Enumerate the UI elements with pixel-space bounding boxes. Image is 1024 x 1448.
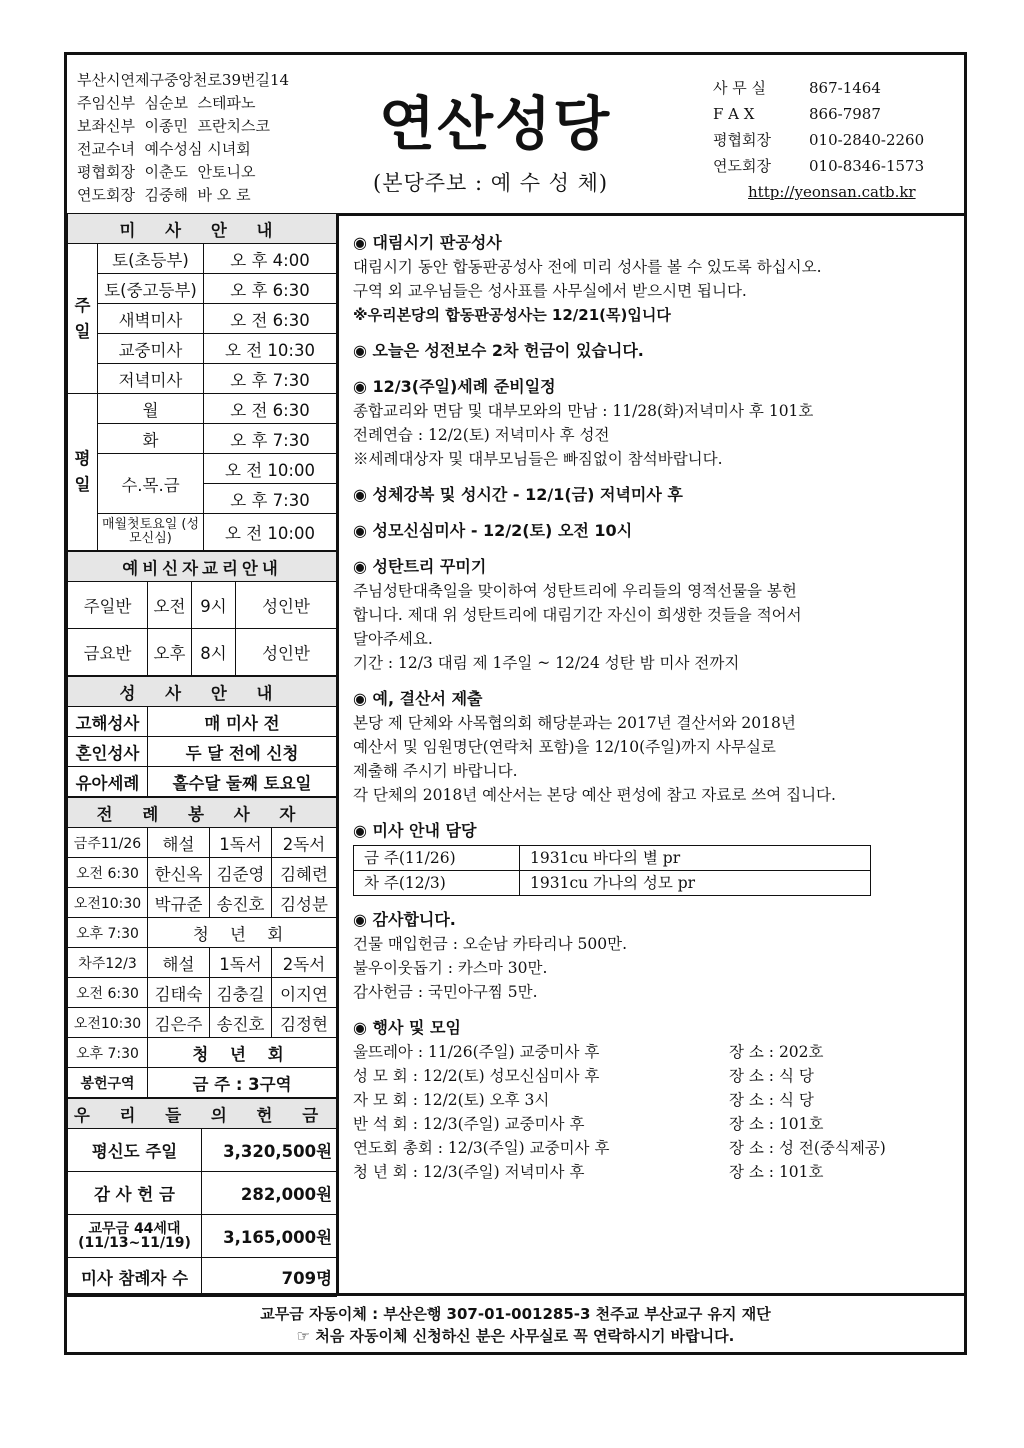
liturgy-next-week-evening-0: 오후 7:30 (68, 1038, 148, 1068)
offerings-rows-0-value: 3,320,500원 (202, 1129, 337, 1172)
notices-events-rows-3-1: 장 소 : 101호 (729, 1115, 824, 1133)
notices-events-rows-1-0: 성 모 회 : 12/2(토) 성모신심미사 후 (353, 1067, 600, 1085)
notice-marian (353, 519, 963, 543)
liturgy-this-week-rows-1-0: 오전10:30 (68, 888, 148, 918)
header-contacts-3-label: 연도회장 (713, 157, 771, 175)
header-contacts-0-value: 867-1464 (809, 79, 881, 97)
notice-thanks (353, 908, 963, 1004)
notices-tree-lines-1: 합니다. 제대 위 성탄트리에 대림기간 자신이 희생한 것들을 적어서 (353, 606, 802, 624)
staff-row (77, 184, 289, 207)
staff-row (77, 138, 289, 161)
notices-events-rows-2-1: 장 소 : 식 당 (729, 1091, 814, 1109)
left-column (67, 213, 339, 1293)
contact-yeondo (713, 153, 924, 179)
header-staff-3-extra: 안토니오 (197, 163, 256, 181)
header-staff-0-role: 주임신부 (77, 94, 135, 112)
sacraments-rows-1-name: 혼인성사 (68, 737, 148, 767)
event-row (353, 1088, 963, 1112)
liturgy-next-week-evening-1: 청 년 회 (148, 1038, 337, 1068)
catechumen-rows-1-hour: 8시 (192, 629, 236, 676)
mass-guide-weekday-2-time2: 오 후 7:30 (204, 484, 337, 514)
header-staff-3-role: 평협회장 (77, 163, 135, 181)
header-staff-1-extra: 프란치스코 (197, 117, 270, 135)
notices-advent-penance-lines-0: 대림시기 동안 합동판공성사 전에 미리 성사를 볼 수 있도록 하십시오. (353, 258, 822, 276)
header-staff-4-extra: 바 오 로 (197, 186, 251, 204)
notices-thanks-lines-1: 불우이웃돕기 : 카스마 30만. (353, 959, 548, 977)
notices-thanks-lines-2: 감사헌금 : 국민아구찜 5만. (353, 983, 538, 1001)
notice-mass-duty (353, 819, 963, 896)
notices-baptism-lines-2: ※세례대상자 및 대부모님들은 빠짐없이 참석바랍니다. (353, 450, 723, 468)
notices-events-rows-5-0: 청 년 회 : 12/3(주일) 저녁미사 후 (353, 1163, 585, 1181)
staff-row (77, 115, 289, 138)
mass-guide-sunday-1-time: 오 후 6:30 (204, 274, 337, 304)
section-title: 예비신자교리안내 (68, 552, 337, 582)
mass-guide-weekday-0-name: 월 (98, 394, 204, 424)
liturgy-this-week-evening-0: 오후 7:30 (68, 918, 148, 948)
offerings-rows-1-value: 282,000원 (202, 1172, 337, 1215)
mass-guide-table (67, 213, 337, 551)
notices-baptism-lines-0: 종합교리와 면담 및 대부모와의 만남 : 11/28(화)저녁미사 후 101호 (353, 402, 814, 420)
notices-advent-penance-lines-1: 구역 외 교우님들은 성사표를 사무실에서 받으시면 됩니다. (353, 282, 747, 300)
notices-mass-duty-rows-0-1: 1931cu 바다의 별 pr (520, 846, 871, 871)
header-staff-2-role: 전교수녀 (77, 140, 135, 158)
notices (353, 231, 963, 1196)
notices-budget-lines-0: 본당 제 단체와 사목협의회 해당분과는 2017년 결산서와 2018년 (353, 714, 796, 732)
liturgy-this-week-head-3: 2독서 (272, 828, 337, 858)
catechumen-rows-0-hour: 9시 (192, 582, 236, 629)
liturgy-this-week-rows-0-3: 김혜련 (272, 858, 337, 888)
notices-tree-lines-3: 기간 : 12/3 대림 제 1주일 ~ 12/24 성탄 밤 미사 전까지 (353, 654, 740, 672)
notices-budget-title: ◉ 예, 결산서 제출 (353, 689, 483, 708)
section-title: 미 사 안 내 (68, 214, 337, 244)
liturgy-this-week-rows-1-1: 박규준 (148, 888, 210, 918)
liturgy-this-week-head-2: 1독서 (210, 828, 272, 858)
mass-guide-sunday-4-time: 오 후 7:30 (204, 364, 337, 394)
liturgy-next-week-rows-1-2: 송진호 (210, 1008, 272, 1038)
liturgy-next-week-head-2: 1독서 (210, 948, 272, 978)
liturgy-next-week-rows-1-3: 김정현 (272, 1008, 337, 1038)
notices-budget-lines-1: 예산서 및 임원명단(연락처 포함)을 12/10(주일)까지 사무실로 (353, 738, 776, 756)
event-row (353, 1064, 963, 1088)
notice-collection (353, 339, 963, 363)
offerings-rows-3-value: 709명 (202, 1258, 337, 1297)
catechumen-rows-1-ampm: 오후 (148, 629, 192, 676)
catechumen-table (67, 551, 337, 676)
header-staff-4-role: 연도회장 (77, 186, 135, 204)
mass-guide-sunday-0-time: 오 후 4:00 (204, 244, 337, 274)
mass-guide-sunday-2-name: 새벽미사 (98, 304, 204, 334)
notice-budget (353, 687, 963, 807)
contact-fax (713, 101, 924, 127)
offerings-rows-0-label: 평신도 주일 (68, 1129, 202, 1172)
mass-guide-sunday-label: 주일 (74, 295, 91, 341)
mass-guide-weekday-1-time: 오 후 7:30 (204, 424, 337, 454)
notices-mass-duty-rows-1-0: 차 주(12/3) (354, 871, 520, 896)
section-title: 성 사 안 내 (68, 677, 337, 707)
mass-guide-sunday-1-name: 토(중고등부) (98, 274, 204, 304)
catechumen-rows-0-day: 주일반 (68, 582, 148, 629)
event-row (353, 1112, 963, 1136)
sacraments-rows-0-value: 매 미사 전 (148, 707, 337, 737)
liturgy-next-week-rows-0-1: 김태숙 (148, 978, 210, 1008)
notice-advent-penance (353, 231, 963, 327)
notices-mass-duty-rows-1-1: 1931cu 가나의 성모 pr (520, 871, 871, 896)
header-staff-1-role: 보좌신부 (77, 117, 135, 135)
notices-events-rows-1-1: 장 소 : 식 당 (729, 1067, 814, 1085)
mass-guide-sunday-4-name: 저녁미사 (98, 364, 204, 394)
notices-events-rows-2-0: 자 모 회 : 12/2(토) 오후 3시 (353, 1091, 550, 1109)
staff-row (77, 92, 289, 115)
notices-marian-title: ◉ 성모신심미사 - 12/2(토) 오전 10시 (353, 521, 633, 540)
notice-events (353, 1016, 963, 1184)
liturgy-this-week-head-1: 해설 (148, 828, 210, 858)
sunday-label (68, 244, 98, 394)
contacts (713, 75, 924, 205)
mass-guide-weekday-0-time: 오 전 6:30 (204, 394, 337, 424)
sacraments-rows-2-name: 유아세례 (68, 767, 148, 797)
notice-baptism (353, 375, 963, 471)
header-staff-1-name: 이종민 (144, 117, 188, 135)
liturgy-next-week-rows-0-2: 김충길 (210, 978, 272, 1008)
notices-baptism-lines-1: 전례연습 : 12/2(토) 저녁미사 후 성전 (353, 426, 610, 444)
mass-guide-weekday-2-name: 수.목.금 (98, 454, 204, 514)
page-title: 연산성당 (379, 90, 612, 158)
notices-events-rows-4-1: 장 소 : 성 전(중식제공) (729, 1139, 886, 1157)
header-contacts-3-value: 010-8346-1573 (809, 157, 925, 175)
notices-advent-penance-title: ◉ 대림시기 판공성사 (353, 233, 502, 252)
notice-adoration (353, 483, 963, 507)
staff-list (77, 69, 289, 207)
liturgy-next-week-head-1: 해설 (148, 948, 210, 978)
mass-guide-weekday-3-name: 매월첫토요일 (성모신심) (98, 514, 204, 551)
header-contacts-2-label: 평협회장 (713, 131, 771, 149)
mass-guide-sunday-0-name: 토(초등부) (98, 244, 204, 274)
header-staff-0-extra: 스테파노 (197, 94, 256, 112)
notices-adoration-title: ◉ 성체강복 및 성시간 - 12/1(금) 저녁미사 후 (353, 485, 683, 504)
offerings-rows-2-value: 3,165,000원 (202, 1215, 337, 1258)
sacraments-rows-1-value: 두 달 전에 신청 (148, 737, 337, 767)
event-row (353, 1136, 963, 1160)
section-title: 우 리 들 의 헌 금 (68, 1099, 337, 1129)
mass-guide-weekday-1-name: 화 (98, 424, 204, 454)
notices-events-rows-0-0: 울뜨레아 : 11/26(주일) 교중미사 후 (353, 1043, 600, 1061)
header (67, 55, 964, 216)
notices-thanks-lines-0: 건물 매입헌금 : 오순남 카타리나 500만. (353, 935, 627, 953)
header-contacts-2-value: 010-2840-2260 (809, 131, 925, 149)
footer-line-2: ☞ 처음 자동이체 신청하신 분은 사무실로 꼭 연락하시기 바랍니다. (296, 1327, 735, 1345)
notices-advent-penance-note: ※우리본당의 합동판공성사는 12/21(목)입니다 (353, 306, 671, 324)
offerings-rows-3-label: 미사 참례자 수 (68, 1258, 202, 1297)
header-contacts-0-label: 사 무 실 (713, 79, 767, 97)
notices-budget-lines-2: 제출해 주시기 바랍니다. (353, 762, 518, 780)
liturgy-next-week-head-0: 차주12/3 (68, 948, 148, 978)
liturgy-offering-area-0: 봉헌구역 (68, 1068, 148, 1098)
notices-tree-lines-0: 주님성탄대축일을 맞이하여 성탄트리에 우리들의 영적선물을 봉헌 (353, 582, 797, 600)
liturgy-next-week-rows-0-0: 오전 6:30 (68, 978, 148, 1008)
offerings-rows-2-label: 교무금 44세대 (11/13~11/19) (68, 1215, 202, 1258)
mass-duty-table (353, 845, 871, 896)
liturgy-this-week-rows-1-2: 송진호 (210, 888, 272, 918)
liturgy-next-week-rows-0-3: 이지연 (272, 978, 337, 1008)
liturgy-this-week-rows-0-0: 오전 6:30 (68, 858, 148, 888)
mass-guide-weekday-3-time: 오 전 10:00 (204, 514, 337, 551)
liturgy-this-week-rows-0-1: 한신옥 (148, 858, 210, 888)
notices-baptism-title: ◉ 12/3(주일)세례 준비일정 (353, 377, 556, 396)
header-contacts-1-label: F A X (713, 105, 755, 123)
mass-guide-sunday-2-time: 오 전 6:30 (204, 304, 337, 334)
event-row (353, 1040, 963, 1064)
catechumen-rows-1-cls: 성인반 (236, 629, 337, 676)
notices-events-rows-3-0: 반 석 회 : 12/3(주일) 교중미사 후 (353, 1115, 585, 1133)
mass-guide-weekday-label: 평일 (74, 449, 91, 494)
header-staff-4-name: 김중해 (144, 186, 188, 204)
catechumen-rows-0-ampm: 오전 (148, 582, 192, 629)
liturgy-this-week-rows-1-3: 김성분 (272, 888, 337, 918)
notices-mass-duty-rows-0-0: 금 주(11/26) (354, 846, 520, 871)
notices-events-rows-4-0: 연도회 총회 : 12/3(주일) 교중미사 후 (353, 1139, 610, 1157)
notices-thanks-title: ◉ 감사합니다. (353, 910, 456, 929)
footer-line-1: 교무금 자동이체 : 부산은행 307-01-001285-3 천주교 부산교구 유지 재단 (260, 1305, 771, 1323)
staff-row (77, 161, 289, 184)
liturgy-next-week-rows-1-1: 김은주 (148, 1008, 210, 1038)
liturgy-next-week-rows-1-0: 오전10:30 (68, 1008, 148, 1038)
mass-guide-sunday-3-time: 오 전 10:30 (204, 334, 337, 364)
section-title: 전 례 봉 사 자 (68, 798, 337, 828)
notice-christmas-tree (353, 555, 963, 675)
header-staff-0-name: 심순보 (144, 94, 188, 112)
liturgy-offering-area-1: 금 주 : 3구역 (148, 1068, 337, 1098)
header-staff-2-name: 예수성심 시녀회 (144, 140, 251, 158)
event-row (353, 1160, 963, 1184)
liturgy-table (67, 797, 337, 1098)
liturgy-this-week-evening-1: 청 년 회 (148, 918, 337, 948)
catechumen-rows-0-cls: 성인반 (236, 582, 337, 629)
contact-council (713, 127, 924, 153)
liturgy-next-week-head-3: 2독서 (272, 948, 337, 978)
offerings-rows-1-label: 감 사 헌 금 (68, 1172, 202, 1215)
sacraments-rows-2-value: 홀수달 둘째 토요일 (148, 767, 337, 797)
notices-mass-duty-title: ◉ 미사 안내 담당 (353, 821, 477, 840)
notices-budget-lines-3: 각 단체의 2018년 예산서는 본당 예산 편성에 참고 자료로 쓰여 집니다. (353, 786, 836, 804)
notices-tree-lines-2: 달아주세요. (353, 630, 433, 648)
mass-guide-sunday-3-name: 교중미사 (98, 334, 204, 364)
mass-guide-weekday-2-time1: 오 전 10:00 (204, 454, 337, 484)
sacraments-table (67, 676, 337, 797)
sacraments-rows-0-name: 고해성사 (68, 707, 148, 737)
weekday-label (68, 394, 98, 551)
catechumen-rows-1-day: 금요반 (68, 629, 148, 676)
address: 부산시연제구중앙천로39번길14 (77, 71, 290, 89)
notices-events-rows-0-1: 장 소 : 202호 (729, 1043, 824, 1061)
notices-events-title: ◉ 행사 및 모임 (353, 1018, 461, 1037)
offerings-table (67, 1098, 337, 1297)
contact-office (713, 75, 924, 101)
liturgy-this-week-head-0: 금주11/26 (68, 828, 148, 858)
liturgy-this-week-rows-0-2: 김준영 (210, 858, 272, 888)
page-subtitle: (본당주보 : 예 수 성 체) (373, 171, 609, 195)
notices-collection-title: ◉ 오늘은 성전보수 2차 헌금이 있습니다. (353, 341, 644, 360)
header-staff-3-name: 이춘도 (144, 163, 188, 181)
footer (67, 1293, 964, 1352)
bulletin-frame (64, 52, 967, 1355)
notices-events-rows-5-1: 장 소 : 101호 (729, 1163, 824, 1181)
website-link[interactable]: http://yeonsan.catb.kr (748, 183, 916, 201)
header-contacts-1-value: 866-7987 (809, 105, 881, 123)
notices-tree-title: ◉ 성탄트리 꾸미기 (353, 557, 487, 576)
